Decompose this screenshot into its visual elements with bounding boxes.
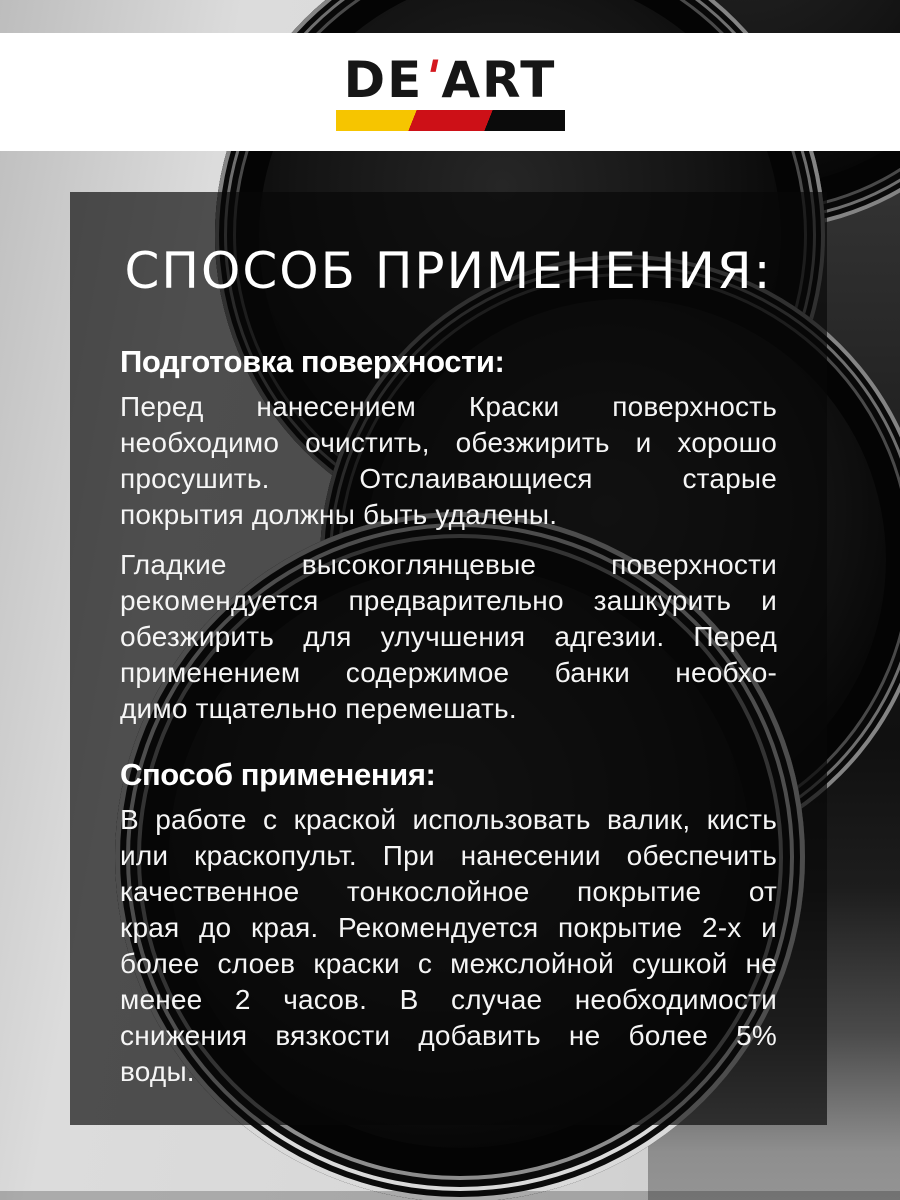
- text-line: просушить. Отслаивающиеся старые: [120, 463, 777, 494]
- text-line: обезжирить для улучшения адгезии. Перед: [120, 621, 777, 652]
- text-line: применением содержимое банки необхо-: [120, 657, 777, 688]
- text-line: или краскопульт. При нанесении обеспечить: [120, 840, 777, 871]
- paragraph: [120, 547, 777, 727]
- text-line: более слоев краски с межслойной сушкой не: [120, 948, 777, 979]
- text-line: димо тщательно перемешать.: [120, 693, 517, 724]
- logo-apostrophe: ': [419, 50, 447, 104]
- brand-logo: [336, 50, 565, 131]
- photo-bottom-edge: [0, 1191, 900, 1200]
- sections: [120, 342, 777, 1090]
- text-line: снижения вязкости добавить не более 5%: [120, 1020, 777, 1051]
- text-line: края до края. Рекомендуется покрытие 2-х и: [120, 912, 777, 943]
- instructions-panel: [70, 192, 827, 1125]
- logo-de: DE: [343, 51, 424, 109]
- section-heading: Способ применения:: [120, 757, 436, 792]
- panel-title: СПОСОБ ПРИМЕНЕНИЯ:: [124, 242, 773, 300]
- instruction-section: [120, 755, 777, 1090]
- text-line: Гладкие высокоглянцевые поверхности: [120, 549, 777, 580]
- text-line: покрытия должны быть удалены.: [120, 499, 558, 530]
- paragraph: [120, 802, 777, 1090]
- paragraph: [120, 389, 777, 533]
- logo-art: ART: [441, 51, 557, 109]
- text-line: менее 2 часов. В случае необходимости: [120, 984, 777, 1015]
- header-band: [0, 33, 900, 151]
- german-flag-stripe-icon: [336, 110, 565, 131]
- text-line: В работе с краской использовать валик, кисть: [120, 804, 777, 835]
- text-line: Перед нанесением Краски поверхность: [120, 391, 777, 422]
- text-line: качественное тонкослойное покрытие от: [120, 876, 777, 907]
- text-line: воды.: [120, 1056, 195, 1087]
- instruction-section: [120, 342, 777, 727]
- text-line: необходимо очистить, обезжирить и хорошо: [120, 427, 777, 458]
- section-heading: Подготовка поверхности:: [120, 344, 505, 379]
- text-line: рекомендуется предварительно зашкурить и: [120, 585, 777, 616]
- brand-logo-text: [343, 50, 557, 109]
